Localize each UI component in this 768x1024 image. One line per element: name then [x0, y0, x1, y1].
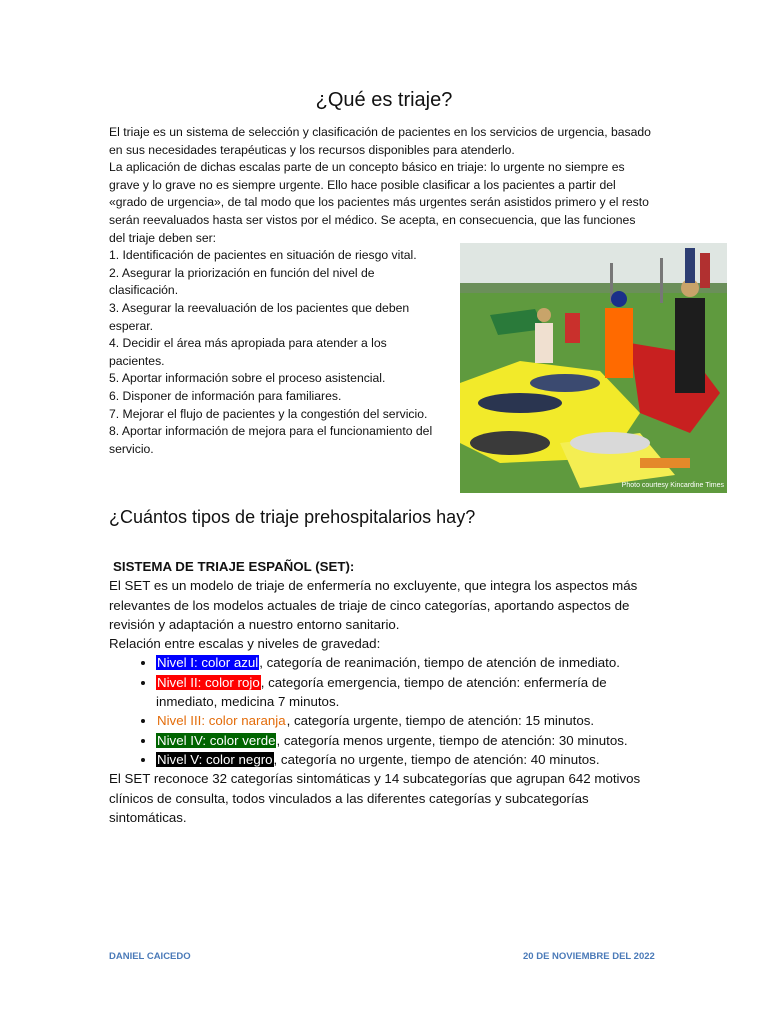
level-label: Nivel I: color azul — [157, 655, 259, 671]
level-text: , categoría no urgente, tiempo de atención: 40 minutos. — [273, 751, 600, 767]
intro-paragraph-2: La aplicación de dichas escalas parte de un concepto básico en triaje: lo urgente no siempre es grave y lo grave no es siempre urgente. Ello hace posible clasificar a los pacientes a partir del «grado de urgencia», de tal modo que los pacientes más urgentes serán asistidos primero y el resto serán reevaluados hasta ser vistos por el médico. Se acepta, en consecuencia, que las funciones del triaje deben ser: — [109, 160, 649, 245]
set-closing: El SET reconoce 32 categorías sintomáticas y 14 subcategorías que agrupan 642 motivos clínicos de consulta, todos vinculados a las diferentes categorías y subcategorías sintomáticas. — [109, 771, 641, 825]
set-relation-label: Relación entre escalas y niveles de gravedad: — [109, 636, 381, 652]
set-section — [109, 557, 664, 827]
triage-drill-photo — [460, 243, 727, 493]
levels-list — [109, 653, 664, 769]
function-item: 6. Disponer de información para familiares. — [109, 388, 342, 403]
level-item — [156, 673, 664, 712]
level-text: , categoría de reanimación, tiempo de atención de inmediato. — [259, 655, 620, 671]
heading-tipos-triaje: ¿Cuántos tipos de triaje prehospitalarios hay? — [109, 507, 476, 527]
triage-photo-illustration — [460, 243, 727, 493]
level-text: , categoría emergencia, tiempo de atención: enfermería de inmediato, medicina 7 minutos. — [156, 674, 607, 710]
level-item — [156, 750, 664, 769]
set-paragraph: El SET es un modelo de triaje de enfermería no excluyente, que integra los aspectos más relevantes de los modelos actuales de triaje de cinco categorías, aportando aspectos de revisión y adaptación a nuestro entorno sanitario. — [109, 578, 638, 632]
level-label: Nivel II: color rojo — [157, 674, 260, 690]
level-label: Nivel IV: color verde — [157, 732, 276, 748]
functions-list — [109, 247, 444, 458]
function-item: 8. Aportar información de mejora para el funcionamiento del servicio. — [109, 424, 433, 456]
footer-author: DANIEL CAICEDO — [109, 951, 191, 962]
set-subtitle: SISTEMA DE TRIAJE ESPAÑOL (SET): — [113, 559, 355, 574]
photo-caption: Photo courtesy Kincardine Times — [621, 482, 724, 489]
function-item: 5. Aportar información sobre el proceso asistencial. — [109, 371, 386, 386]
level-text: , categoría urgente, tiempo de atención: 15 minutos. — [286, 713, 595, 729]
level-label: Nivel V: color negro — [157, 751, 273, 767]
level-item — [156, 731, 664, 750]
function-item: 4. Decidir el área más apropiada para atender a los pacientes. — [109, 336, 387, 368]
function-item: 1. Identificación de pacientes en situación de riesgo vital. — [109, 248, 417, 263]
level-item — [156, 711, 664, 730]
function-item: 3. Asegurar la reevaluación de los pacientes que deben esperar. — [109, 300, 410, 333]
level-item — [156, 653, 664, 672]
footer-date: 20 DE NOVIEMBRE DEL 2022 — [523, 951, 655, 962]
level-text: , categoría menos urgente, tiempo de atención: 30 minutos. — [276, 732, 628, 748]
intro-paragraph-1: El triaje es un sistema de selección y clasificación de pacientes en los servicios de urgencia, basado en sus necesidades terapéuticas y los recursos disponibles para atenderlo. — [109, 125, 651, 157]
function-item: 7. Mejorar el flujo de pacientes y la congestión del servicio. — [109, 406, 428, 421]
heading-que-es-triaje: ¿Qué es triaje? — [315, 89, 453, 111]
level-label: Nivel III: color naranja — [157, 713, 286, 729]
function-item: 2. Asegurar la priorización en función del nivel de clasificación. — [109, 265, 375, 298]
